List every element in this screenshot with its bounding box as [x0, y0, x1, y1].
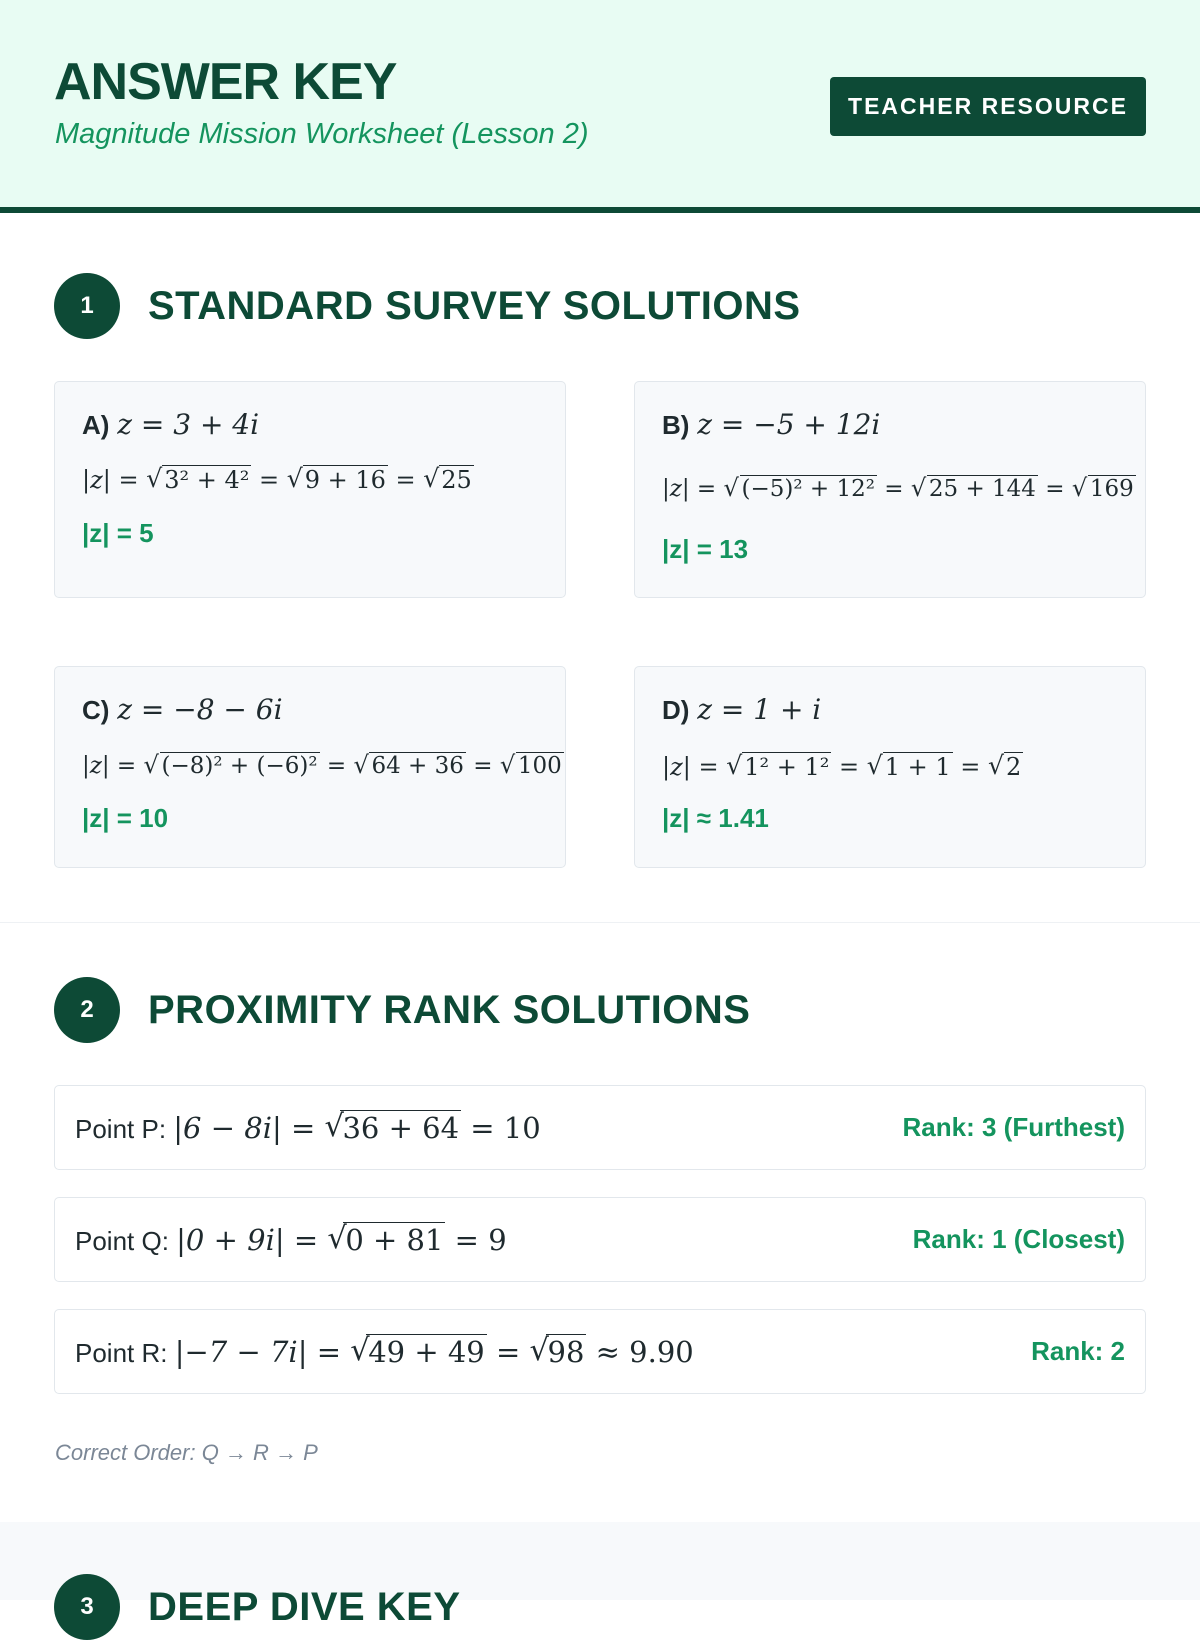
section-title: STANDARD SURVEY SOLUTIONS [148, 283, 801, 328]
rank-result: Rank: 1 (Closest) [912, 1224, 1125, 1254]
problem-statement: A) z = 3 + 4i [82, 408, 260, 441]
rank-row-q [54, 1197, 1146, 1282]
header-banner [0, 0, 1200, 213]
rank-result: Rank: 2 [1031, 1336, 1125, 1366]
page-title: ANSWER KEY [54, 53, 397, 111]
final-answer: |z| = 13 [662, 534, 749, 564]
rank-calculation: Point P: |6 − 8i| = √ 36 + 64 = 10 [75, 1111, 541, 1145]
final-answer: |z| = 5 [82, 518, 154, 548]
final-answer: |z| = 10 [82, 803, 169, 833]
section-3-header [54, 1574, 461, 1640]
survey-card-b [634, 381, 1146, 598]
problem-statement: D) z = 1 + i [662, 693, 822, 726]
section-2-header [54, 977, 750, 1043]
problem-statement: B) z = −5 + 12i [662, 408, 881, 441]
survey-card-c [54, 666, 566, 868]
correct-order-note: Correct Order: Q → R → P [55, 1440, 318, 1465]
section-number-badge: 3 [54, 1574, 120, 1640]
section-3-band [0, 1522, 1200, 1629]
section-divider [0, 922, 1200, 923]
worked-solution: |z| = √ 3² + 4² = √ 9 + 16 = √ 25 [82, 466, 474, 494]
section-title: DEEP DIVE KEY [148, 1584, 461, 1629]
survey-card-a [54, 381, 566, 598]
rank-calculation: Point R: |−7 − 7i| = √ 49 + 49 = √ 98 ≈ 9.90 [75, 1335, 694, 1369]
survey-card-d [634, 666, 1146, 868]
rank-result: Rank: 3 (Furthest) [902, 1112, 1125, 1142]
worked-solution: |z| = √ (−8)² + (−6)² = √ 64 + 36 = √ 100 [82, 753, 564, 779]
section-number-badge: 2 [54, 977, 120, 1043]
section-1-header [54, 273, 801, 339]
section-title: PROXIMITY RANK SOLUTIONS [148, 987, 751, 1032]
page-subtitle: Magnitude Mission Worksheet (Lesson 2) [55, 118, 589, 150]
rank-row-p [54, 1085, 1146, 1170]
rank-row-r [54, 1309, 1146, 1394]
final-answer: |z| ≈ 1.41 [662, 803, 769, 833]
worked-solution: |z| = √ (−5)² + 12² = √ 25 + 144 = √ 169 [662, 476, 1136, 502]
section-number-badge: 1 [54, 273, 120, 339]
problem-statement: C) z = −8 − 6i [82, 693, 283, 726]
teacher-resource-badge: TEACHER RESOURCE [830, 77, 1146, 136]
rank-calculation: Point Q: |0 + 9i| = √ 0 + 81 = 9 [75, 1223, 507, 1257]
worked-solution: |z| = √ 1² + 1² = √ 1 + 1 = √ 2 [662, 753, 1023, 781]
